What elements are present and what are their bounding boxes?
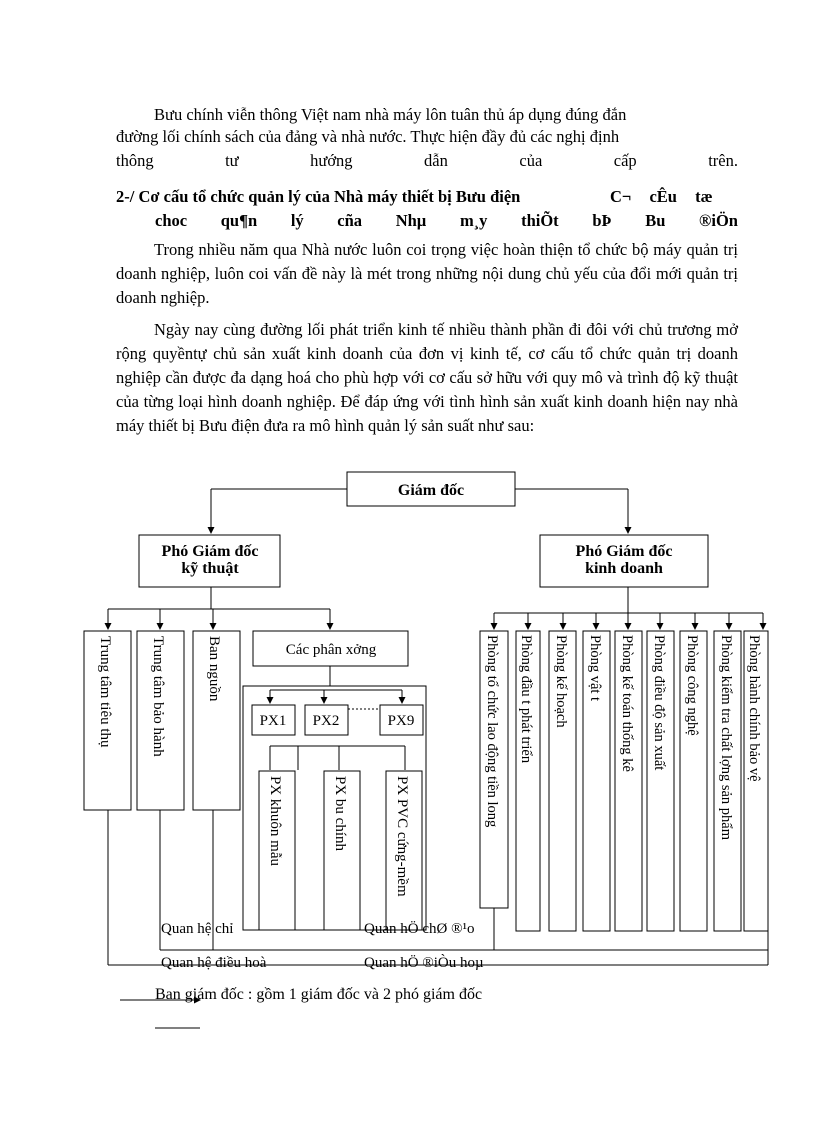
legend-line2-left: Quan hệ điều hoà	[161, 955, 267, 971]
vp-tech-label-2: kỹ thuật	[181, 560, 239, 577]
px-bu-chinh-label: PX bu chính	[332, 776, 348, 851]
intro-word: của	[519, 151, 543, 170]
intro-word: tư	[225, 151, 239, 170]
legend-line2-right: Quan hÖ ®iÒu hoµ	[364, 955, 484, 971]
legend-line1-right: Quan hÖ chØ ®¹o	[364, 921, 475, 937]
px9-label: PX9	[387, 713, 415, 729]
garbled-word: choc	[155, 211, 188, 230]
dept-label-kiem-tra: Phòng kiểm tra chất lợng sản phẩm	[718, 635, 734, 840]
vp-business-label-2: kinh doanh	[585, 560, 663, 577]
unit-label-ban-nguon: Ban nguồn	[206, 636, 222, 702]
garbled-word: bÞ	[592, 211, 612, 230]
intro-word: cấp	[613, 151, 637, 170]
px1-label: PX1	[259, 713, 287, 729]
intro-line-2: đường lối chính sách của đảng và nhà nước. Thực hiện đầy đủ các nghị định	[116, 127, 620, 146]
dept-label-hanh-chinh: Phòng hành chính bảo vệ	[746, 635, 762, 782]
garbled-word: lý	[290, 211, 304, 230]
intro-word: trên.	[708, 151, 738, 170]
section-title: 2-/ Cơ cấu tổ chức quản lý của Nhà máy thiết bị Bưu điện	[116, 187, 521, 206]
garbled-word: cña	[337, 211, 363, 230]
vp-tech-label-1: Phó Giám đốc	[161, 543, 259, 560]
legend-line1-left: Quan hệ chỉ	[161, 921, 234, 937]
intro-word: dẫn	[424, 151, 448, 170]
vp-business-label-1: Phó Giám đốc	[575, 543, 673, 560]
paragraph-2: Ngày nay cùng đường lối phát triển kinh tế nhiều thành phần đi đôi với chủ trương mở rộng quyềntự chủ sản xuất kinh doanh của đơn vị kinh tế, cơ cấu tổ chức quản trị doanh nghiệp cần được đa dạng hoá cho phù hợp với cơ cấu sở hữu với quy mô và trình độ kỹ thuật của từng loại hình doanh nghiệp. Để đáp ứng với tình hình sản xuất kinh doanh hiện nay nhà máy thiết bị Bưu điện đưa ra mô hình quản lý sản suất như sau:	[116, 320, 738, 435]
px-pvc-label: PX PVC cứng-mềm	[394, 776, 410, 897]
dept-label-dau-tu: Phòng đầu t phát triển	[518, 635, 534, 764]
garbled-word: ®iÖn	[699, 211, 738, 230]
dept-label-dieu-do: Phòng điều độ sản xuất	[651, 635, 667, 771]
dept-label-ke-hoach: Phòng kế hoạch	[553, 635, 569, 728]
intro-word: hướng	[310, 151, 353, 170]
dept-label-vat-tu: Phòng vật t	[587, 635, 603, 702]
px2-label: PX2	[312, 713, 340, 729]
workshops-label: Các phân xởng	[285, 642, 377, 658]
unit-label-bao-hanh: Trung tâm bảo hành	[150, 636, 166, 757]
garbled-word: Bu	[645, 211, 666, 230]
dept-label-ke-toan: Phòng kế toán thống kê	[619, 635, 635, 772]
intro-word: thông	[116, 151, 154, 170]
dept-label-to-chuc: Phòng tổ chức lao động tiền long	[484, 635, 500, 828]
dept-label-cong-nghe: Phòng công nghệ	[684, 635, 700, 736]
px-khuon-mau-label: PX khuôn mẫu	[267, 776, 283, 866]
section-garbled-tail: C¬ cÊu tæ	[610, 187, 713, 206]
unit-label-tieu-thu: Trung tâm tiêu thụ	[97, 636, 113, 748]
garbled-word: m¸y	[459, 211, 488, 230]
garbled-word: Nhµ	[395, 211, 427, 230]
paragraph-1: Trong nhiều năm qua Nhà nước luôn coi trọng việc hoàn thiện tổ chức bộ máy quản trị doanh nghiệp, luôn coi vấn đề này là mét trong những nội dung chủ yếu của đổi mới quản trị doanh nghiệp.	[116, 240, 738, 307]
garbled-word: qu¶n	[220, 211, 258, 230]
director-label: Giám đốc	[397, 482, 465, 499]
footer-note: Ban giám đốc : gồm 1 giám đốc và 2 phó giám đốc	[155, 986, 483, 1003]
intro-line-1: Bưu chính viễn thông Việt nam nhà máy lôn tuân thủ áp dụng đúng đắn	[154, 105, 627, 124]
garbled-word: thiÕt	[521, 211, 559, 230]
